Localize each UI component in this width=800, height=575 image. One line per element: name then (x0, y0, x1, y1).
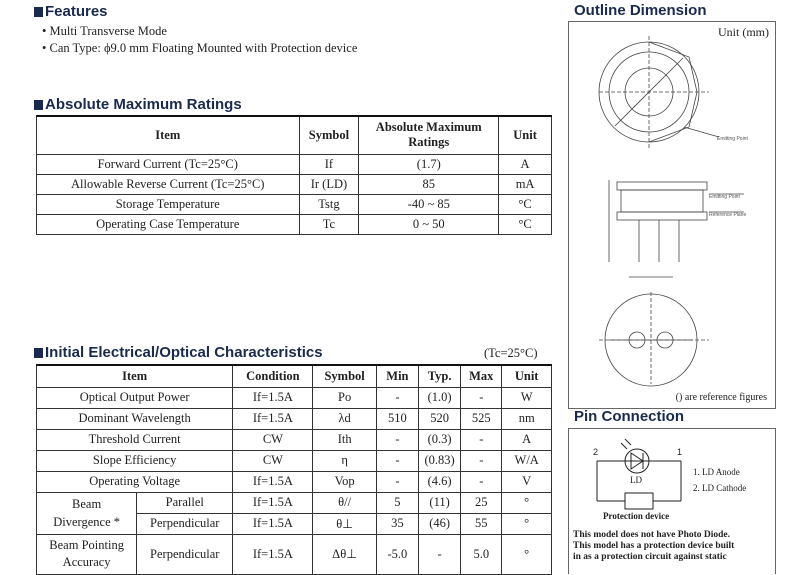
table-cell: If=1.5A (233, 471, 313, 492)
table-row (37, 214, 552, 234)
table-cell: Vop (313, 471, 376, 492)
reference-note: () are reference figures (675, 392, 767, 403)
table-row (37, 174, 552, 194)
table-cell: - (376, 450, 418, 471)
beam-pointing-label: Beam Pointing Accuracy (37, 534, 137, 574)
table-cell: -5.0 (376, 534, 418, 574)
table-cell: η (313, 450, 376, 471)
table-cell: 520 (419, 408, 461, 429)
ieoc-header-max: Max (461, 365, 502, 387)
table-cell: (0.83) (419, 450, 461, 471)
table-cell: ° (502, 492, 552, 513)
table-cell: If=1.5A (233, 492, 313, 513)
pin-legend-cathode: 2. LD Cathode (693, 483, 747, 493)
table-cell: 5 (376, 492, 418, 513)
table-cell: °C (499, 194, 552, 214)
table-row (37, 387, 552, 408)
table-cell: (4.6) (419, 471, 461, 492)
table-cell: Perpendicular (137, 513, 233, 534)
table-cell: - (461, 471, 502, 492)
table-cell: W (502, 387, 552, 408)
table-cell: - (376, 429, 418, 450)
table-cell: Ith (313, 429, 376, 450)
table-cell: 525 (461, 408, 502, 429)
ld-label: LD (630, 475, 642, 485)
table-cell: Storage Temperature (37, 194, 300, 214)
table-cell: - (419, 534, 461, 574)
bullet-square-icon (34, 7, 43, 17)
pin-title: Pin Connection (574, 408, 684, 425)
table-cell: 35 (376, 513, 418, 534)
table-cell: nm (502, 408, 552, 429)
ieoc-header-unit: Unit (502, 365, 552, 387)
table-cell: If=1.5A (233, 513, 313, 534)
table-cell: If=1.5A (233, 387, 313, 408)
table-cell: θ// (313, 492, 376, 513)
table-cell: (1.7) (359, 154, 499, 174)
ieoc-header-typ: Typ. (419, 365, 461, 387)
table-cell: 0 ~ 50 (359, 214, 499, 234)
table-cell: A (502, 429, 552, 450)
table-cell: If=1.5A (233, 534, 313, 574)
table-row (37, 471, 552, 492)
amr-title: Absolute Maximum Ratings (34, 96, 242, 113)
table-row (37, 450, 552, 471)
table-cell: CW (233, 450, 313, 471)
ieoc-table (36, 364, 552, 575)
table-cell: Tc (299, 214, 359, 234)
table-cell: -40 ~ 85 (359, 194, 499, 214)
table-cell: ° (502, 513, 552, 534)
pin-note: This model does not have Photo Diode. This model has a protection device built in as a protection circuit against static (573, 530, 735, 562)
ieoc-header-item: Item (37, 365, 233, 387)
table-row (37, 194, 552, 214)
table-cell: Operating Case Temperature (37, 214, 300, 234)
table-cell: Slope Efficiency (37, 450, 233, 471)
table-cell: W/A (502, 450, 552, 471)
table-cell: 5.0 (461, 534, 502, 574)
table-cell: (46) (419, 513, 461, 534)
pin-legend-anode: 1. LD Anode (693, 467, 740, 477)
ieoc-header-symbol: Symbol (313, 365, 376, 387)
table-cell: Threshold Current (37, 429, 233, 450)
table-cell: Operating Voltage (37, 471, 233, 492)
outline-panel (568, 21, 776, 409)
table-cell: V (502, 471, 552, 492)
table-cell: - (376, 471, 418, 492)
ieoc-condition-note: (Tc=25°C) (484, 346, 538, 360)
dim-label: Reference Plane (709, 212, 747, 218)
table-cell: Forward Current (Tc=25°C) (37, 154, 300, 174)
outline-unit: Unit (mm) (718, 25, 769, 39)
bullet-square-icon (34, 100, 43, 110)
features-title: Features (34, 3, 108, 20)
feature-item: • Multi Transverse Mode (42, 24, 167, 38)
table-row (37, 429, 552, 450)
table-cell: ° (502, 534, 552, 574)
ieoc-header-condition: Condition (233, 365, 313, 387)
table-row (37, 154, 552, 174)
table-cell: Perpendicular (137, 534, 233, 574)
table-cell: - (461, 450, 502, 471)
pin-1-label: 1 (677, 447, 683, 457)
table-cell: If (299, 154, 359, 174)
table-cell: If=1.5A (233, 408, 313, 429)
table-cell: - (461, 387, 502, 408)
pin-2-label: 2 (593, 447, 599, 457)
table-cell: Po (313, 387, 376, 408)
amr-header-unit: Unit (499, 116, 552, 154)
amr-header-item: Item (37, 116, 300, 154)
beam-divergence-label: Beam Divergence * (37, 492, 137, 534)
dim-label: Emitting Point (709, 194, 740, 200)
table-row (37, 408, 552, 429)
table-cell: Parallel (137, 492, 233, 513)
table-cell: CW (233, 429, 313, 450)
pin-panel (568, 428, 776, 574)
dim-label: Emitting Point (717, 136, 748, 142)
amr-header-ratings: Absolute Maximum Ratings (359, 116, 499, 154)
table-cell: mA (499, 174, 552, 194)
table-cell: Dominant Wavelength (37, 408, 233, 429)
table-cell: Optical Output Power (37, 387, 233, 408)
table-cell: 85 (359, 174, 499, 194)
table-cell: Δθ⊥ (313, 534, 376, 574)
table-cell: 25 (461, 492, 502, 513)
table-cell: (1.0) (419, 387, 461, 408)
ieoc-header-min: Min (376, 365, 418, 387)
table-cell: θ⊥ (313, 513, 376, 534)
table-cell: - (376, 387, 418, 408)
table-cell: Tstg (299, 194, 359, 214)
table-cell: Allowable Reverse Current (Tc=25°C) (37, 174, 300, 194)
bullet-square-icon (34, 348, 43, 358)
table-cell: °C (499, 214, 552, 234)
table-cell: (0.3) (419, 429, 461, 450)
table-cell: 55 (461, 513, 502, 534)
pin-diagram (569, 429, 775, 529)
table-cell: Ir (LD) (299, 174, 359, 194)
table-cell: - (461, 429, 502, 450)
table-cell: λd (313, 408, 376, 429)
table-cell: A (499, 154, 552, 174)
amr-table (36, 115, 552, 235)
table-cell: 510 (376, 408, 418, 429)
outline-title: Outline Dimension (574, 2, 707, 19)
outline-drawing (569, 22, 775, 408)
amr-header-symbol: Symbol (299, 116, 359, 154)
table-cell: (11) (419, 492, 461, 513)
protection-device-label: Protection device (603, 511, 670, 521)
ieoc-title: Initial Electrical/Optical Characteristics (34, 344, 323, 361)
feature-item: • Can Type: ϕ9.0 mm Floating Mounted with Protection device (42, 41, 358, 55)
